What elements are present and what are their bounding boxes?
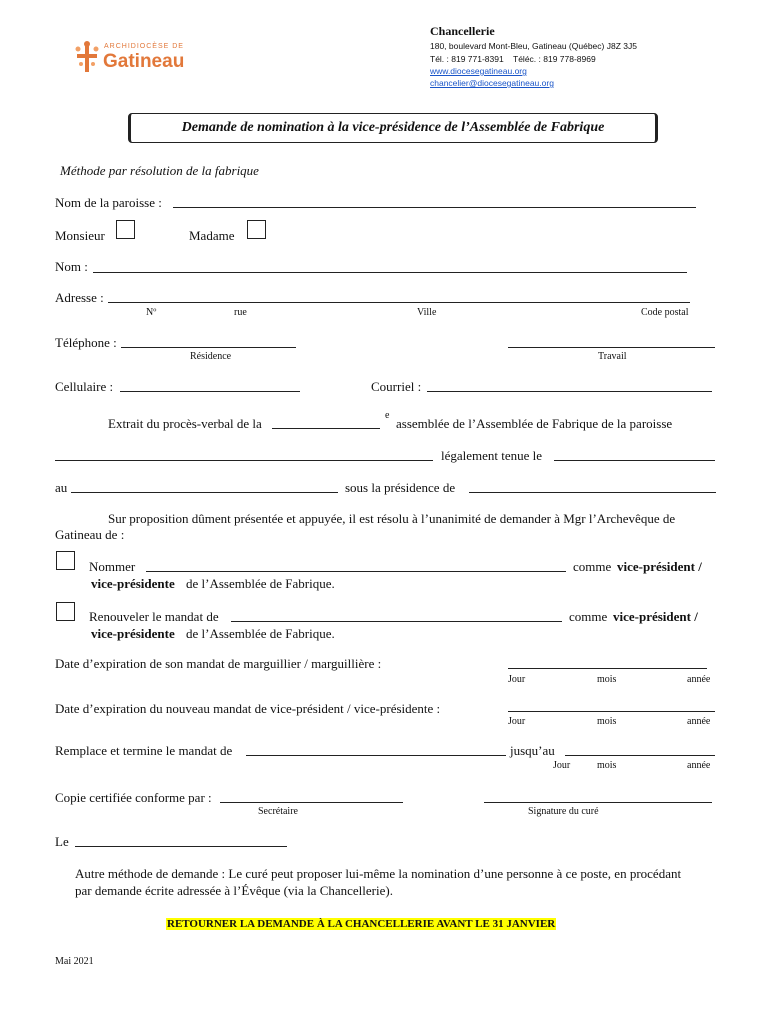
- secretaire-caption: Secrétaire: [258, 806, 298, 817]
- addr-rue-caption: rue: [234, 307, 247, 318]
- renouveler-comme: comme: [569, 609, 608, 624]
- marg-annee: année: [687, 674, 711, 685]
- parish-label: Nom de la paroisse :: [55, 195, 162, 210]
- tel-travail-input[interactable]: [508, 347, 715, 348]
- renouveler-vp: vice-président /: [613, 609, 698, 624]
- parish-input[interactable]: [173, 207, 696, 208]
- president-input[interactable]: [469, 492, 716, 493]
- nommer-checkbox[interactable]: [56, 551, 75, 570]
- superscript-e: e: [385, 410, 390, 421]
- date-exp-marg-input[interactable]: [508, 668, 707, 669]
- cell-input[interactable]: [120, 391, 300, 392]
- document-title: Demande de nomination à la vice-présidence de l’Assemblée de Fabrique: [181, 120, 605, 135]
- email-link[interactable]: chancelier@diocesegatineau.org: [430, 78, 554, 88]
- tel-residence-input[interactable]: [121, 347, 296, 348]
- title-box: [128, 113, 658, 143]
- courriel-input[interactable]: [427, 391, 712, 392]
- sous-presidence-text: sous la présidence de: [345, 480, 456, 495]
- au-text: au: [55, 480, 68, 495]
- phone-text: Tél. : 819 771-8391 Téléc. : 819 778-8969: [430, 54, 596, 64]
- method-text: Méthode par résolution de la fabrique: [60, 163, 259, 178]
- proposition-line-2: Gatineau de :: [55, 527, 125, 542]
- nom-input[interactable]: [93, 272, 687, 273]
- signature-caption: Signature du curé: [528, 806, 599, 817]
- paroisse-name-input[interactable]: [55, 460, 433, 461]
- residence-caption: Résidence: [190, 351, 232, 362]
- assemblee-text: assemblée de l’Assemblée de Fabrique de la paroisse: [396, 416, 673, 431]
- assembly-number-input[interactable]: [272, 428, 380, 429]
- cross-logo-icon: [74, 40, 100, 74]
- madame-checkbox[interactable]: [247, 220, 266, 239]
- addr-no-caption: Nº: [146, 307, 157, 318]
- remplace-mois: mois: [597, 760, 617, 771]
- addr-ville-caption: Ville: [417, 307, 437, 318]
- vp-annee: année: [687, 716, 711, 727]
- marg-jour: Jour: [508, 674, 526, 685]
- logo-small-text: ARCHIDIOCÈSE DE: [104, 43, 184, 50]
- nom-label: Nom :: [55, 259, 88, 274]
- diocese-logo: [74, 40, 204, 80]
- date-tenue-input[interactable]: [554, 460, 715, 461]
- logo-big-text: Gatineau: [103, 51, 185, 72]
- renouveler-vpe: vice-présidente: [91, 626, 175, 641]
- adresse-label: Adresse :: [55, 290, 104, 305]
- nommer-de-assemblee: de l’Assemblée de Fabrique.: [186, 576, 335, 591]
- proposition-line-1: Sur proposition dûment présentée et appuyée, il est résolu à l’unanimité de demander à Mgr l’Archevêque de: [108, 511, 676, 526]
- legalement-text: légalement tenue le: [441, 448, 543, 463]
- cell-label: Cellulaire :: [55, 379, 114, 394]
- remplace-annee: année: [687, 760, 711, 771]
- renouveler-de-assemblee: de l’Assemblée de Fabrique.: [186, 626, 335, 641]
- travail-caption: Travail: [598, 351, 627, 362]
- renouveler-input[interactable]: [231, 621, 562, 622]
- date-exp-vp-input[interactable]: [508, 711, 715, 712]
- remplace-label: Remplace et termine le mandat de: [55, 743, 233, 758]
- vp-mois: mois: [597, 716, 617, 727]
- madame-label: Madame: [189, 228, 235, 243]
- nommer-comme: comme: [573, 559, 612, 574]
- nommer-vpe: vice-présidente: [91, 576, 175, 591]
- adresse-input[interactable]: [108, 302, 690, 303]
- chancellerie-heading: Chancellerie: [430, 24, 495, 38]
- renouveler-label: Renouveler le mandat de: [89, 609, 219, 624]
- jusquau-label: jusqu’au: [510, 743, 555, 758]
- le-date-input[interactable]: [75, 846, 287, 847]
- monsieur-checkbox[interactable]: [116, 220, 135, 239]
- address-text: 180, boulevard Mont-Bleu, Gatineau (Québec) J8Z 3J5: [430, 41, 637, 51]
- extrait-text: Extrait du procès-verbal de la: [108, 416, 262, 431]
- remplace-input[interactable]: [246, 755, 506, 756]
- nommer-vp: vice-président /: [617, 559, 702, 574]
- nommer-input[interactable]: [146, 571, 566, 572]
- vp-jour: Jour: [508, 716, 526, 727]
- marg-mois: mois: [597, 674, 617, 685]
- le-label: Le: [55, 834, 69, 849]
- lieu-input[interactable]: [71, 492, 338, 493]
- website-link[interactable]: www.diocesegatineau.org: [430, 66, 527, 76]
- courriel-label: Courriel :: [371, 379, 422, 394]
- tel-label: Téléphone :: [55, 335, 117, 350]
- jusquau-input[interactable]: [565, 755, 715, 756]
- secretaire-input[interactable]: [220, 802, 403, 803]
- autre-methode-line-1: Autre méthode de demande : Le curé peut proposer lui-même la nomination d’une personne à ce poste, en procédant: [75, 866, 682, 881]
- monsieur-label: Monsieur: [55, 228, 105, 243]
- renouveler-checkbox[interactable]: [56, 602, 75, 621]
- addr-code-caption: Code postal: [641, 307, 689, 318]
- copie-label: Copie certifiée conforme par :: [55, 790, 212, 805]
- nommer-label: Nommer: [89, 559, 136, 574]
- date-exp-vp-label: Date d’expiration du nouveau mandat de vice-président / vice-présidente :: [55, 701, 441, 716]
- document-date: Mai 2021: [55, 956, 94, 967]
- remplace-jour: Jour: [553, 760, 571, 771]
- signature-cure-input[interactable]: [484, 802, 712, 803]
- autre-methode-line-2: par demande écrite adressée à l’Évêque (via la Chancellerie).: [75, 883, 393, 898]
- date-exp-marg-label: Date d’expiration de son mandat de marguillier / marguillière :: [55, 656, 382, 671]
- return-notice: RETOURNER LA DEMANDE À LA CHANCELLERIE AVANT LE 31 JANVIER: [167, 918, 556, 930]
